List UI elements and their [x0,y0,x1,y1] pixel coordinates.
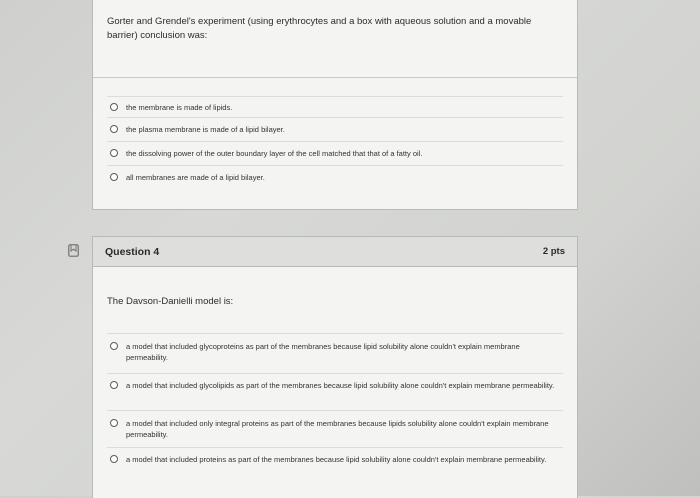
answer-label: the dissolving power of the outer boundary layer of the cell matched that that of a fatty oil. [126,149,423,158]
answer-option[interactable] [107,448,563,484]
radio-button[interactable] [110,103,118,111]
radio-button[interactable] [110,381,118,389]
question-3-text: Gorter and Grendel's experiment (using erythrocytes and a box with aqueous solution and a movable barrier) conclusion was: [107,16,532,41]
answer-option[interactable] [107,96,563,118]
answer-label: a model that included glycoproteins as part of the membranes because lipid solubility alone couldn't explain membrane permeability. [126,342,520,362]
radio-button[interactable] [110,419,118,427]
answer-label: a model that included only integral proteins as part of the membranes because lipids solubility alone couldn't explain membrane permeability. [126,419,549,439]
radio-button[interactable] [110,149,118,157]
question-3-answers [107,96,563,190]
question-3-card [92,0,578,210]
answer-option[interactable] [107,142,563,166]
radio-button[interactable] [110,173,118,181]
question-points: 2 pts [542,246,565,257]
answer-option[interactable] [107,333,563,374]
radio-button[interactable] [110,455,118,463]
question-4-text: The Davson-Danielli model is: [107,296,234,307]
radio-button[interactable] [110,125,118,133]
answer-label: all membranes are made of a lipid bilayer. [126,173,265,182]
divider [93,77,577,78]
question-4-answers [107,333,563,484]
answer-label: a model that included glycolipids as part of the membranes because lipid solubility alone couldn't explain membrane permeability. [126,381,555,390]
question-header [93,237,577,267]
question-4-card [92,236,578,498]
answer-option[interactable] [107,166,563,190]
answer-label: the membrane is made of lipids. [126,103,233,112]
answer-label: a model that included proteins as part of the membranes because lipid solubility alone couldn't explain membrane permeability. [126,455,547,464]
answer-option[interactable] [107,374,563,411]
answer-label: the plasma membrane is made of a lipid bilayer. [126,125,285,134]
question-title: Question 4 [105,245,160,258]
radio-button[interactable] [110,342,118,350]
answer-option[interactable] [107,411,563,448]
answer-option[interactable] [107,118,563,142]
flag-icon[interactable] [68,244,79,257]
